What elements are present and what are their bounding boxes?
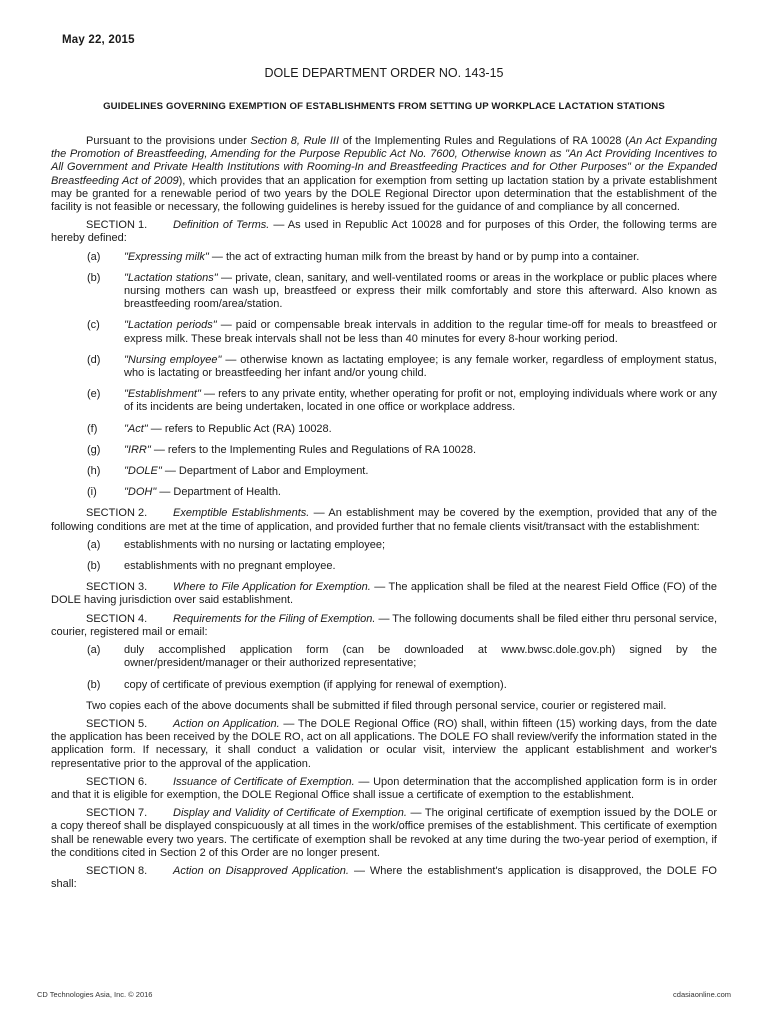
section-heading: Action on Disapproved Application. xyxy=(173,864,349,877)
list-item: (a) duly accomplished application form (can be downloaded at www.bwsc.dole.gov.ph) signed by the owner/president/manager or their authorized representative; xyxy=(87,644,717,670)
section-label: SECTION 1. xyxy=(86,219,148,232)
document-body xyxy=(51,135,717,896)
document-page xyxy=(51,0,717,1024)
section-3: SECTION 3. Where to File Application for Exemption. — The application shall be filed at the nearest Field Office (FO) of the DOLE having jurisdiction over said establishment. xyxy=(51,581,717,607)
list-item: (c) "Lactation periods" — paid or compensable break intervals in addition to the regular time-off for meals to breastfeed or express milk. These break intervals shall not be less than 40 minutes for every 8-hour working period. xyxy=(87,319,717,345)
section-heading: Requirements for the Filing of Exemption. xyxy=(173,612,376,625)
section-label: SECTION 7. xyxy=(86,807,148,820)
document-date: May 22, 2015 xyxy=(62,34,135,46)
section-heading: Exemptible Establishments. xyxy=(173,507,310,520)
section-label: SECTION 2. xyxy=(86,507,148,520)
document-title: DOLE DEPARTMENT ORDER NO. 143-15 xyxy=(264,66,504,80)
section-4-closing: Two copies each of the above documents shall be submitted if filed through personal service, courier or registered mail. xyxy=(86,699,667,712)
list-item: (a) establishments with no nursing or lactating employee; xyxy=(87,538,386,551)
list-item: (a) "Expressing milk" — the act of extracting human milk from the breast by hand or by pump into a container. xyxy=(87,250,640,263)
section-label: SECTION 3. xyxy=(86,581,148,594)
section-label: SECTION 5. xyxy=(86,717,148,730)
section-1: SECTION 1. Definition of Terms. — As used in Republic Act 10028 and for purposes of this Order, the following terms are hereby defined: xyxy=(51,219,717,245)
list-item: (b) establishments with no pregnant employee. xyxy=(87,560,336,573)
section-2: SECTION 2. Exemptible Establishments. — An establishment may be covered by the exemption, provided that any of the following conditions are met at the time of application, and provided further that no female clients visit/transact with the establishment: xyxy=(51,507,717,533)
section-6: SECTION 6. Issuance of Certificate of Exemption. — Upon determination that the accomplished application form is in order and that it is eligible for exemption, the DOLE Regional Office shall issue a certificate of exemption to the establishment. xyxy=(51,775,717,801)
section-heading: Display and Validity of Certificate of Exemption. xyxy=(173,807,407,820)
section-heading: Where to File Application for Exemption. xyxy=(173,581,371,594)
section-4: SECTION 4. Requirements for the Filing of Exemption. — The following documents shall be filed either thru personal service, courier, registered mail or email: xyxy=(51,612,717,638)
list-item: (b) "Lactation stations" — private, clean, sanitary, and well-ventilated rooms or areas in the workplace or public places where nursing mothers can wash up, breastfeed or express their milk comfortably and store this afterward. Also known as breastfeeding room/area/station. xyxy=(87,271,717,311)
section-7: SECTION 7. Display and Validity of Certificate of Exemption. — The original certificate of exemption issued by the DOLE or a copy thereof shall be displayed conspicuously at all times in the work/office premises of the establishment. This certificate of exemption shall be renewable every two years. The certificate of exemption shall be revoked at any time during the two-year period of exemption, if the conditions cited in Section 2 of this Order are no longer present. xyxy=(51,807,718,859)
section-8: SECTION 8. Action on Disapproved Application. — Where the establishment's application is disapproved, the DOLE FO shall: xyxy=(51,864,717,891)
list-item: (f) "Act" — refers to Republic Act (RA) 10028. xyxy=(87,422,332,435)
footer-site-link[interactable]: cdasiaonline.com xyxy=(673,990,731,999)
document-subtitle: GUIDELINES GOVERNING EXEMPTION OF ESTABLISHMENTS FROM SETTING UP WORKPLACE LACTATION STATIONS xyxy=(103,101,665,112)
section-label: SECTION 6. xyxy=(86,775,148,788)
list-item: (d) "Nursing employee" — otherwise known as lactating employee; is any female worker, regardless of employment status, who is lactating or breastfeeding her infant and/or young child. xyxy=(87,353,717,380)
section-heading: Action on Application. xyxy=(173,717,280,730)
section-label: SECTION 8. xyxy=(86,864,148,877)
list-item: (e) "Establishment" — refers to any private entity, whether operating for profit or not, employing individuals where work or any of its incidents are being undertaken, located in one office or workplace address. xyxy=(87,388,717,414)
preamble-paragraph: Pursuant to the provisions under Section 8, Rule III of the Implementing Rules and Regulations of RA 10028 (An Act Expanding the Promotion of Breastfeeding, Amending for the Purpose Republic Act No. 7600, Otherwise known as "An Act Providing Incentives to All Government and Private Health Institutions with Rooming-In and Breastfeeding Practices and for Other Purposes" or the Expanded Breastfeeding Act of 2009), which provides that an application for exemption from setting up lactation station by a private establishment may be granted for a renewable period of two years by the DOLE Regional Director upon determination that the establishment of the facility is not feasible or necessary, the following guidelines is hereby issued for the guidance of and compliance by all concerned. xyxy=(51,135,717,214)
section-5: SECTION 5. Action on Application. — The DOLE Regional Office (RO) shall, within fifteen (15) working days, from the date the application has been received by the DOLE RO, act on all applications. The DOLE FO shall review/verify the information stated in the application form. If necessary, it shall conduct a validation or ocular visit, interview the applicant establishment and worker's representative prior to the approval of the application. xyxy=(51,717,717,770)
section-heading: Definition of Terms. xyxy=(173,219,270,232)
list-item: (i) "DOH" — Department of Health. xyxy=(87,486,281,499)
section-label: SECTION 4. xyxy=(86,612,148,625)
list-item: (b) copy of certificate of previous exemption (if applying for renewal of exemption). xyxy=(87,678,507,691)
section-heading: Issuance of Certificate of Exemption. xyxy=(173,775,355,788)
list-item: (h) "DOLE" — Department of Labor and Employment. xyxy=(87,465,369,478)
list-item: (g) "IRR" — refers to the Implementing Rules and Regulations of RA 10028. xyxy=(87,443,477,456)
footer-copyright: CD Technologies Asia, Inc. © 2016 xyxy=(37,990,153,999)
